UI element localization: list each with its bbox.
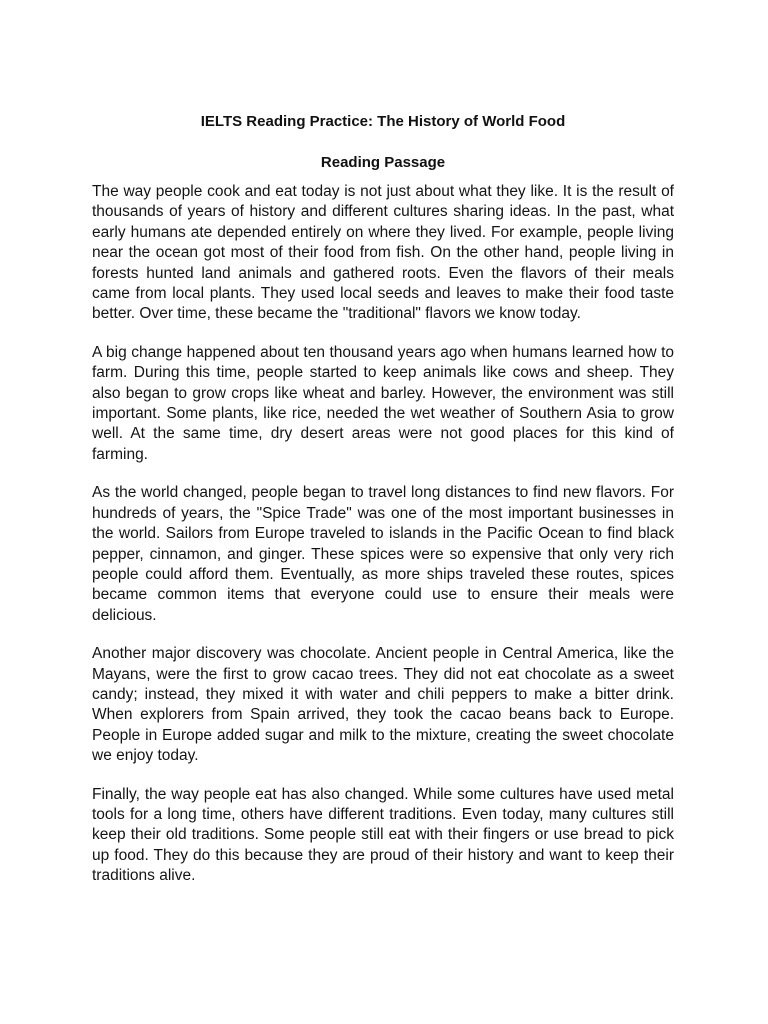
reading-passage [92, 182, 674, 887]
document-page [92, 112, 674, 905]
passage-paragraph: As the world changed, people began to travel long distances to find new flavors. For hundreds of years, the "Spice Trade" was one of the most important businesses in the world. Sailors from Europe traveled to islands in the Pacific Ocean to find black pepper, cinnamon, and ginger. These spices were so expensive that only very rich people could afford them. Eventually, as more ships traveled these routes, spices became common items that everyone could use to ensure their meals were delicious. [92, 484, 674, 624]
passage-paragraph: The way people cook and eat today is not just about what they like. It is the result of thousands of years of history and different cultures sharing ideas. In the past, what early humans ate depended entirely on where they lived. For example, people living near the ocean got most of their food from fish. On the other hand, people living in forests hunted land animals and gathered roots. Even the flavors of their meals came from local plants. They used local seeds and leaves to make their food taste better. Over time, these became the "traditional" flavors we know today. [92, 183, 674, 323]
passage-paragraph: Another major discovery was chocolate. Ancient people in Central America, like the Mayans, were the first to grow cacao trees. They did not eat chocolate as a sweet candy; instead, they mixed it with water and chili peppers to make a bitter drink. When explorers from Spain arrived, they took the cacao beans back to Europe. People in Europe added sugar and milk to the mixture, creating the sweet chocolate we enjoy today. [92, 645, 674, 765]
section-heading: Reading Passage [320, 154, 446, 171]
passage-paragraph: Finally, the way people eat has also changed. While some cultures have used metal tools for a long time, others have different traditions. Even today, many cultures still keep their old traditions. Some people still eat with their fingers or use bread to pick up food. They do this because they are proud of their history and want to keep their traditions alive. [92, 785, 674, 885]
passage-paragraph: A big change happened about ten thousand years ago when humans learned how to farm. During this time, people started to keep animals like cows and sheep. They also began to grow crops like wheat and barley. However, the environment was still important. Some plants, like rice, needed the wet weather of Southern Asia to grow well. At the same time, dry desert areas were not good places for this kind of farming. [92, 343, 674, 463]
document-title: IELTS Reading Practice: The History of World Food [200, 113, 566, 130]
